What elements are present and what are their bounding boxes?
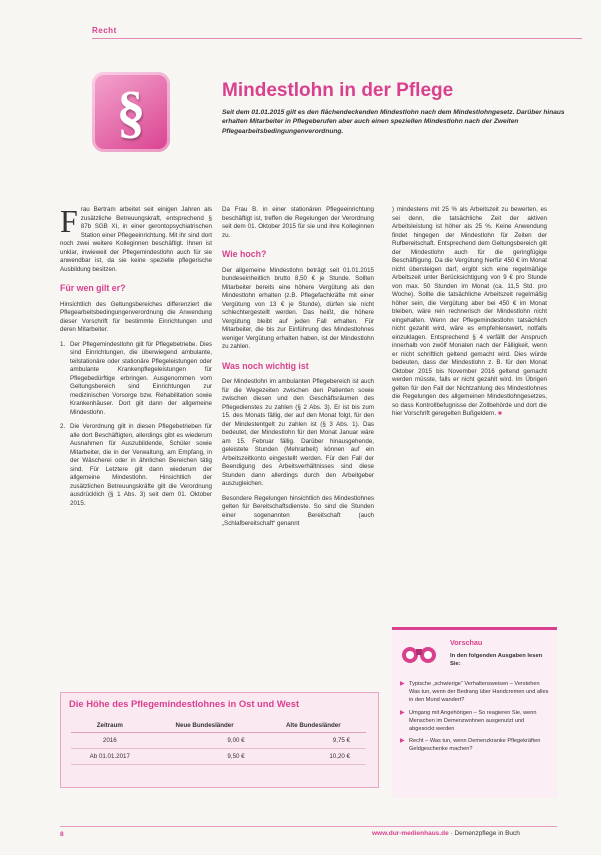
list-item: ▶ Umgang mit Angehörigen – So reagieren Sie, wenn Menschen im Demenzwohnen ausgenutzt und abgesockt werden [400, 709, 537, 733]
paragraph: Der Mindestlohn im ambulanten Pflegebereich ist auch für die Wegezeiten zwischen den Patienten sowie zwischen diesen und den Geschäftsräumen des Pflegedienstes zu zahlen (§ 2 Abs. 3). Er ist bis zum 15. des Monats fällig, der auf den Monat folgt, für den der Mindestentgelt zu zahlen ist (§ 3 Abs. 1). Das bedeutet, der Mindestlohn für den Monat Januar wäre am 15. Februar fällig. Darüber hinausgehende, geleistete Stunden (Mehrarbeit) können auf ein Arbeitszeitkonto eingestellt werden. Für den Fall der Beendigung des Arbeitsverhältnisses sind diese Stunden dann allerdings durch den Arbeitgeber auszugleichen. [222, 378, 374, 487]
header-rule [92, 38, 582, 39]
column-1 [60, 203, 212, 514]
intro-paragraph: Frau Bertram arbeitet seit einigen Jahren als zusätzliche Betreuungskraft, entsprechend § 87b SGB XI, in einer gerontopsychiatrischen Station einer Pflegeeinrichtung. Mit ihr sind dort noch zwei weitere Kolleginnen beschäftigt. Ihnen ist unklar, inwieweit der Pflegemindestlohn auch für sie anwendbar ist, da sie keine spezielle pflegerische Ausbildung besitzen. [60, 203, 212, 273]
footer-separator: · [450, 830, 453, 837]
table-row [71, 749, 366, 765]
paragraph: Hinsichtlich des Geltungsbereiches differenziert die Pflegearbeitsbedingungenverordnung die Anwendung dieser Vorschrift für bestimmte Einrichtungen und deren Mitarbeiter. [60, 300, 212, 333]
footer-site [372, 830, 520, 837]
table-header: Zeitraum [71, 719, 149, 733]
table-cell: 9,50 € [149, 749, 261, 765]
numbered-list [60, 341, 212, 509]
table-cell: 2016 [71, 733, 149, 749]
column-3 [392, 206, 547, 425]
paragraph: ) mindestens mit 25 % als Arbeitszeit zu bewerten, es sei denn, die tatsächliche Zeit der aktiven Arbeitsleistung ist höher als 25 %. Keine Anwendung findet hingegen der Mindestlohn für Zeiten der Rufbereitschaft. Entsprechend dem Geltungsbereich gilt der Mindestlohn auch für die geringfügige Beschäftigung. Da die Vergütung hierfür 450 € im Monat nicht übersteigen darf, ergibt sich eine regelmäßige Arbeitszeit unter Berücksichtigung von 9 € pro Stunde von max. 50 Stunden im Monat (ca. 11,5 Std. pro Woche). Sollte die tatsächliche Arbeitszeit regelmäßig höher sein, die Vergütung aber bei 450 € im Monat bleiben, wäre rein rechnerisch der Mindestlohn nicht eingehalten. Wenn der Pflegemindestlohn tatsächlich nicht gezahlt wird, wäre es empfehlenswert, notfalls einzuklagen. Entsprechend § 4 verfällt der Anspruch innerhalb von zwölf Monaten nach der Fälligkeit, wenn er nicht schriftlich geltend gemacht wird. Dies würde bedeuten, dass der Mindestlohn z. B. für den Monat Oktober 2015 bis November 2016 geltend gemacht werden müsste, falls er nicht gezahlt wird. Im Übrigen gelten für den Fall der Nichtzahlung des Mindestlohnes die Regelungen des allgemeinen Mindestlohngesetzes, so dass Kontrollbefugnisse der Zollbehörde und dort die hier Vorschrift geregelten Bußgeldern. ■ [392, 206, 547, 417]
binoculars-icon [400, 640, 440, 666]
table-cell: Ab 01.01.2017 [71, 749, 149, 765]
wage-table-box [60, 692, 379, 788]
table-row [71, 733, 366, 749]
list-item: ▶ Recht – Was tun, wenn Demenzkranke Pflegekräften Geldgeschenke machen? [400, 738, 541, 753]
table-cell: 9,00 € [149, 733, 261, 749]
triangle-bullet-icon: ▶ [400, 709, 405, 716]
preview-subtitle: In den folgenden Ausgaben lesen Sie: [450, 653, 543, 667]
list-item: 1. Der Pflegemindestlohn gilt für Pflegebetriebe. Dies sind Einrichtungen, die überwiegend ambulante, teilstationäre oder stationäre Pflegeleistungen oder ambulante Krankenpflegeleistungen für Pflegebedürftige erbringen. Ausgenommen vom Geltungsbereich sind Einrichtungen zur medizinischen Vorsorge bzw. Rehabilitation sowie Krankenhäuser. Dort gilt dann der allgemeine Mindestlohn. [60, 340, 212, 416]
footer-url: www.dur-medienhaus.de [372, 830, 449, 837]
preview-box [392, 627, 557, 798]
table-cell: 10,20 € [261, 749, 366, 765]
list-item: ▶ Typische „schwierige“ Verhaltensweisen – Verstehen Was tun, wenn der Bedrang über Handcremen und alles in den Mund wandert? [400, 681, 549, 704]
page-number: 8 [60, 831, 64, 838]
list-item: 2. Die Verordnung gilt in diesen Pflegebetrieben für alle dort Beschäftigten, allerdings gibt es wiederum Ausnahmen für Auszubildende, Schüler sowie Mitarbeiter, die in der Verwaltung, am Empfang, in der Wäscherei oder in ähnlichen Bereichen tätig sind. Für Letztere gilt dann wiederum der allgemeine Mindestlohn. Hinsichtlich der zusätzlichen Betreuungskräfte gilt die Verordnung ausdrücklich (§ 1 Abs. 3) seit dem 01. Oktober 2015. [60, 423, 212, 507]
table-header: Alte Bundesländer [261, 719, 366, 733]
subheading-important: Was noch wichtig ist [222, 360, 309, 371]
subheading-how-much: Wie hoch? [222, 249, 267, 259]
preview-title: Vorschau [450, 638, 483, 647]
triangle-bullet-icon: ▶ [400, 681, 405, 687]
article-title: Mindestlohn in der Pflege [222, 80, 454, 101]
paragraph-icon: § [92, 72, 170, 152]
paragraph: Da Frau B. in einer stationären Pflegeeinrichtung beschäftigt ist, treffen die Regelungen der Verordnung seit dem 01. Oktober 2015 für sie und ihre Kolleginnen zu. [222, 206, 374, 239]
article-lead: Seit dem 01.01.2015 gilt es den flächendeckenden Mindestlohn nach dem Mindestlohngesetz. Darüber hinaus erhalten Mitarbeiter in Pflegeberufen aber auch einen speziellen Mindestlohn nach der Zweiten Pflegearbeitsbedingungenverordnung. [222, 109, 565, 135]
paragraph: Besondere Regelungen hinsichtlich des Mindestlohnes gelten für Bereitschaftsdienste. So sind die Stunden einer sogenannten Bereitschaft (auch „Schlafbereitschaft“ genannt [222, 494, 374, 527]
preview-list [400, 680, 550, 758]
footer-rule [60, 826, 557, 827]
column-2 [222, 206, 374, 535]
table-cell: 9,75 € [261, 733, 366, 749]
wage-table [71, 719, 366, 765]
triangle-bullet-icon: ▶ [400, 738, 405, 745]
paragraph: Der allgemeine Mindestlohn beträgt seit 01.01.2015 bundeseinheitlich brutto 8,50 € je Stunde. Sollten Mitarbeiter bereits eine höhere Vergütung als den Mindestlohn erhalten (z.B. Pflegefachkräfte mit einer Vergütung von 13 € je Stunde), dürfen sie nicht schlechtergestellt werden. Das heißt, die höhere Vergütung bleibt auf jeden Fall erhalten. Für Mitarbeiter, die bis zur Einführung des Mindestlohnes weniger Vergütung erhalten haben, ist der Mindestlohn zu zahlen. [222, 266, 374, 350]
table-title: Die Höhe des Pflegemindestlohnes in Ost und West [69, 698, 300, 709]
table-header: Neue Bundesländer [149, 719, 261, 733]
subheading-who: Für wen gilt er? [60, 283, 126, 293]
end-mark: ■ [497, 410, 502, 417]
footer-magazine: Demenzpflege in Buch [454, 830, 520, 837]
drop-cap: F [60, 203, 78, 239]
section-label: Recht [92, 26, 117, 35]
